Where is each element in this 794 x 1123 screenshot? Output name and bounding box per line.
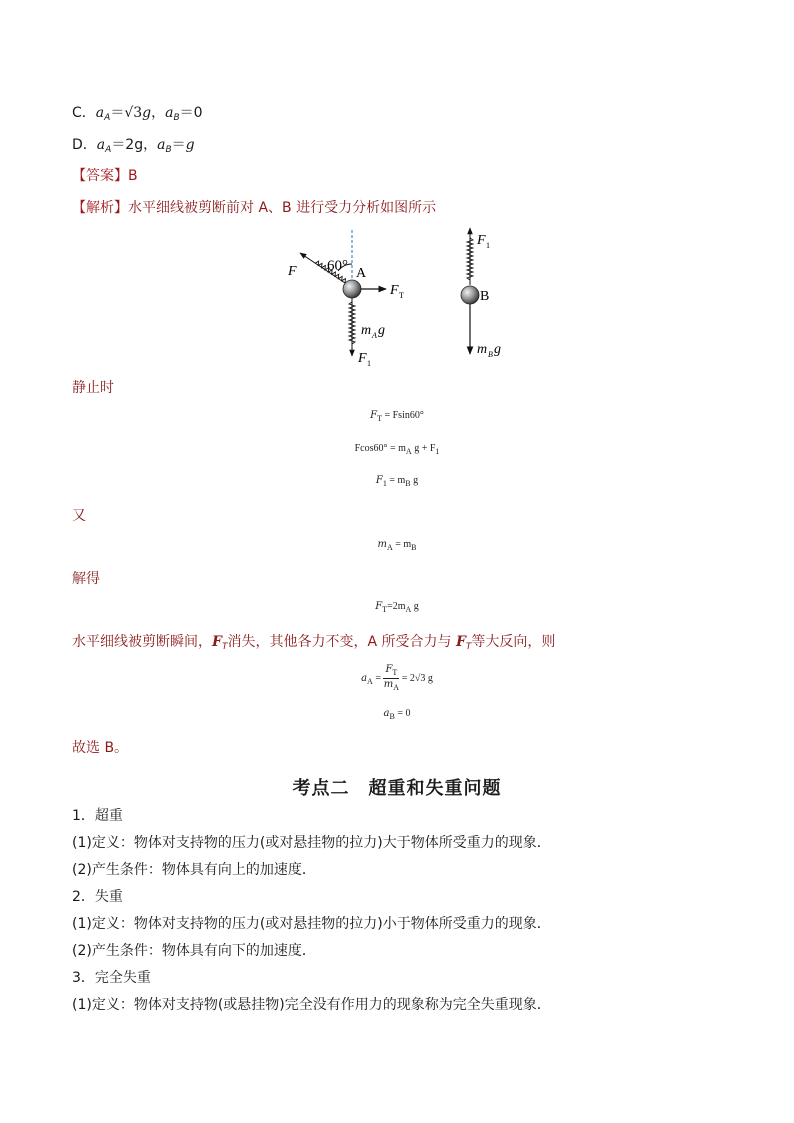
- eq-accel-aB-rhs: = 0: [394, 708, 411, 719]
- option-c-sqrt: √3: [124, 105, 143, 121]
- eq-static-2-rhs-sub: 1: [435, 447, 440, 456]
- eq-mass: [0, 539, 794, 552]
- eq-mass-lhs: m: [377, 539, 387, 550]
- eq-accel-rhs: = 2√3 g: [399, 672, 433, 684]
- eq-accel-aB-sub: B: [389, 712, 395, 721]
- weight-B-label: m: [477, 342, 488, 357]
- angle-label: 60°: [327, 258, 348, 274]
- eq-static-2-lhs: Fcos60° = m: [354, 443, 406, 454]
- eq-static-3-rhs: g: [410, 475, 419, 486]
- eq-solve-lhs-sub: T: [382, 605, 388, 614]
- weight-A-label: m: [361, 323, 372, 338]
- eq-accel-num-sub: T: [392, 668, 398, 677]
- cut-sentence-p3: 等大反向，则: [471, 634, 556, 650]
- ball-A-label: A: [356, 266, 367, 281]
- also-label: 又: [72, 508, 86, 524]
- ball-B: [461, 286, 479, 304]
- option-d-eq1: ＝2g: [111, 137, 144, 153]
- item-8: (1)定义：物体对支持物(或悬挂物)完全没有作用力的现象称为完全失重现象．: [72, 997, 551, 1013]
- eq-solve-mid: =2m: [387, 601, 406, 612]
- eq-accel-eq: =: [372, 672, 384, 684]
- option-c-aB: a: [165, 105, 174, 121]
- option-d-eq2: ＝: [171, 137, 186, 153]
- weight-A-g: g: [378, 323, 385, 338]
- eq-static-3-lhs-sub: 1: [382, 479, 387, 488]
- option-d-aA: a: [96, 137, 106, 153]
- option-c-sep: ，: [151, 105, 166, 121]
- item-2: (1)定义：物体对支持物的压力(或对悬挂物的拉力)大于物体所受重力的现象．: [72, 835, 551, 851]
- force-F1-A-sub: 1: [367, 359, 371, 368]
- eq-solve-lhs: F: [375, 601, 383, 612]
- eq-static-2: [0, 443, 794, 456]
- option-c-eq1: ＝: [110, 105, 125, 121]
- eq-static-3-mid: = m: [386, 475, 406, 486]
- cut-sentence-p2: 消失，其他各力不变，A 所受合力与: [227, 634, 456, 650]
- eq-static-3-lhs: F: [375, 475, 383, 486]
- force-F1-A-label: F: [358, 351, 367, 366]
- eq-mass-mid-sub: B: [411, 543, 417, 552]
- item-5: (1)定义：物体对支持物的压力(或对悬挂物的拉力)小于物体所受重力的现象．: [72, 916, 551, 932]
- weight-A-sub: A: [372, 331, 377, 340]
- eq-static-2-sub: A: [405, 447, 412, 456]
- eq-static-2-rhs: g + F: [411, 443, 436, 454]
- force-F1-B-sub: 1: [486, 241, 490, 250]
- eq-accel-fraction: [383, 664, 399, 693]
- option-c: [72, 103, 203, 128]
- eq-mass-mid: = m: [392, 539, 412, 550]
- analysis-tag: 【解析】: [72, 200, 128, 216]
- answer-tag: 【答案】: [72, 168, 128, 184]
- eq-solve-mid-sub: A: [405, 605, 412, 614]
- option-d-g: g: [185, 137, 195, 153]
- answer-line: [72, 166, 138, 186]
- cut-sentence-ft-1: F: [212, 634, 222, 650]
- eq-accel-num: F: [385, 664, 393, 675]
- force-FT-label: F: [390, 283, 399, 298]
- answer-value: B: [128, 168, 138, 184]
- conclusion: 故选 B。: [72, 740, 129, 756]
- eq-static-1-rhs: = Fsin60°: [381, 410, 424, 421]
- option-c-aA: a: [95, 105, 105, 121]
- item-4: 2．失重: [72, 889, 123, 905]
- eq-accel-den: m: [383, 679, 394, 690]
- option-d-aB-sub: B: [165, 145, 172, 155]
- option-d: [72, 135, 195, 160]
- eq-solve: [0, 601, 794, 614]
- section-title: 考点二 超重和失重问题: [292, 778, 502, 799]
- weight-B-sub: B: [488, 350, 493, 359]
- force-diagram: [0, 222, 794, 372]
- eq-static-1-sub: T: [377, 414, 382, 423]
- force-F-label: F: [288, 264, 297, 279]
- eq-static-3-mid-sub: B: [405, 479, 411, 488]
- cut-sentence-ft-2: F: [455, 634, 466, 650]
- ball-A: [343, 280, 361, 298]
- eq-static-1: [0, 410, 794, 423]
- eq-static-3: [0, 475, 794, 488]
- eq-accel-aA: a: [361, 672, 368, 684]
- eq-accel-den-sub: A: [393, 683, 399, 692]
- option-c-label: C．: [72, 105, 96, 121]
- cut-sentence-ft-2-sub: T: [465, 642, 472, 652]
- analysis-line: [72, 198, 436, 218]
- analysis-text: 水平细线被剪断前对 A、B 进行受力分析如图所示: [128, 200, 437, 216]
- eq-mass-lhs-sub: A: [386, 543, 393, 552]
- item-1: 1．超重: [72, 808, 123, 824]
- option-c-aB-sub: B: [173, 113, 180, 123]
- eq-accel-aB: a: [383, 708, 390, 719]
- option-d-sep: ，: [143, 137, 158, 153]
- eq-accel-A: [0, 664, 794, 693]
- eq-static-1-lhs: F: [370, 410, 378, 421]
- option-d-aA-sub: A: [105, 145, 112, 155]
- item-3: (2)产生条件：物体具有向上的加速度．: [72, 862, 316, 878]
- option-c-aA-sub: A: [104, 113, 111, 123]
- option-d-aB: a: [157, 137, 166, 153]
- static-label: 静止时: [72, 380, 114, 396]
- solve-label: 解得: [72, 571, 100, 587]
- weight-B-g: g: [494, 342, 501, 357]
- force-FT-sub: T: [399, 291, 404, 300]
- eq-accel-aA-sub: A: [367, 676, 373, 686]
- option-c-g: g: [142, 105, 152, 121]
- eq-accel-B: [0, 708, 794, 721]
- eq-solve-rhs: g: [411, 601, 419, 612]
- cut-sentence-ft-1-sub: T: [221, 642, 228, 652]
- option-d-label: D．: [72, 137, 97, 153]
- item-7: 3．完全失重: [72, 970, 151, 986]
- cut-sentence: [72, 632, 555, 657]
- ball-B-label: B: [480, 289, 490, 304]
- cut-sentence-p1: 水平细线被剪断瞬间，: [72, 634, 212, 650]
- option-c-eq2: ＝0: [179, 105, 203, 121]
- force-F1-B-label: F: [477, 233, 486, 248]
- item-6: (2)产生条件：物体具有向下的加速度．: [72, 943, 316, 959]
